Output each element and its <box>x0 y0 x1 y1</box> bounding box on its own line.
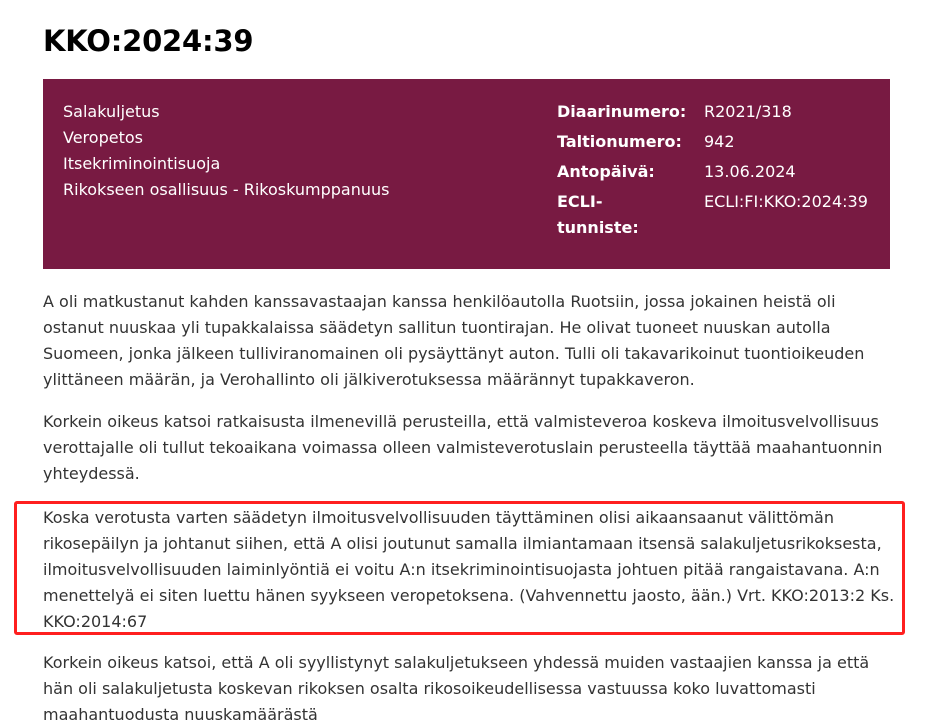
keyword-list <box>63 99 389 203</box>
case-metadata <box>557 99 887 245</box>
keyword-item: Itsekriminointisuoja <box>63 154 221 173</box>
summary-paragraph-4: Korkein oikeus katsoi, että A oli syyllistynyt salakuljetukseen yhdessä muiden vastaajien kanssa ja että hän oli salakuljetusta koskevan rikoksen osalta rikosoikeudellisessa vastuussa koko luvattomasti maahantuodusta nuuskamäärästä <box>43 653 870 724</box>
keyword-item: Veropetos <box>63 128 143 147</box>
antopaiva-value: 13.06.2024 <box>704 162 796 181</box>
diaarinumero-label: Diaarinumero: <box>557 102 687 121</box>
summary-paragraph-1: A oli matkustanut kahden kanssavastaajan kanssa henkilöautolla Ruotsiin, jossa jokainen heistä oli ostanut nuuskaa yli tupakkalaissa säädetyn sallitun tuontirajan. He olivat tuoneet nuuskan autolla Suomeen, jonka jälkeen tulliviranomainen oli pysäyttänyt auton. Tulli oli takavarikoinut tuontioikeuden ylittäneen määrän, ja Verohallinto oli jälkiverotuksessa määrännyt tupakkaveron. <box>43 292 865 389</box>
keyword-item: Salakuljetus <box>63 102 160 121</box>
ecli-value: ECLI:FI:KKO:2024:39 <box>704 192 868 211</box>
summary-paragraph-2: Korkein oikeus katsoi ratkaisusta ilmenevillä perusteilla, että valmisteveroa koskeva ilmoitusvelvollisuus verottajalle oli tullut tekoaikana voimassa olleen valmisteverotuslain perusteella täyttää maahantuonnin yhteydessä. <box>43 412 883 483</box>
summary-paragraph-3-highlighted: Koska verotusta varten säädetyn ilmoitusvelvollisuuden täyttäminen olisi aikaansaanut välittömän rikosepäilyn ja johtanut siihen, että A olisi joutunut samalla ilmiantamaan itsensä salakuljetusrikoksesta, ilmoitusvelvollisuuden laiminlyöntiä ei voitu A:n itsekriminointisuojasta johtuen pitää rangaistavana. A:n menettelyä ei siten luettu hänen syykseen veropetoksena. (Vahvennettu jaosto, ään.) Vrt. KKO:2013:2 Ks. KKO:2014:67 <box>43 508 895 631</box>
meta-row-taltionumero <box>557 129 887 155</box>
ecli-label: ECLI-tunniste: <box>557 192 639 237</box>
antopaiva-label: Antopäivä: <box>557 162 655 181</box>
keyword-item: Rikokseen osallisuus - Rikoskumppanuus <box>63 180 390 199</box>
case-summary-banner <box>43 79 890 269</box>
diaarinumero-value: R2021/318 <box>704 102 792 121</box>
page-title: KKO:2024:39 <box>43 24 254 58</box>
meta-row-antopaiva <box>557 159 887 185</box>
meta-row-diaarinumero <box>557 99 887 125</box>
taltionumero-value: 942 <box>704 132 735 151</box>
meta-row-ecli <box>557 189 887 241</box>
taltionumero-label: Taltionumero: <box>557 132 682 151</box>
